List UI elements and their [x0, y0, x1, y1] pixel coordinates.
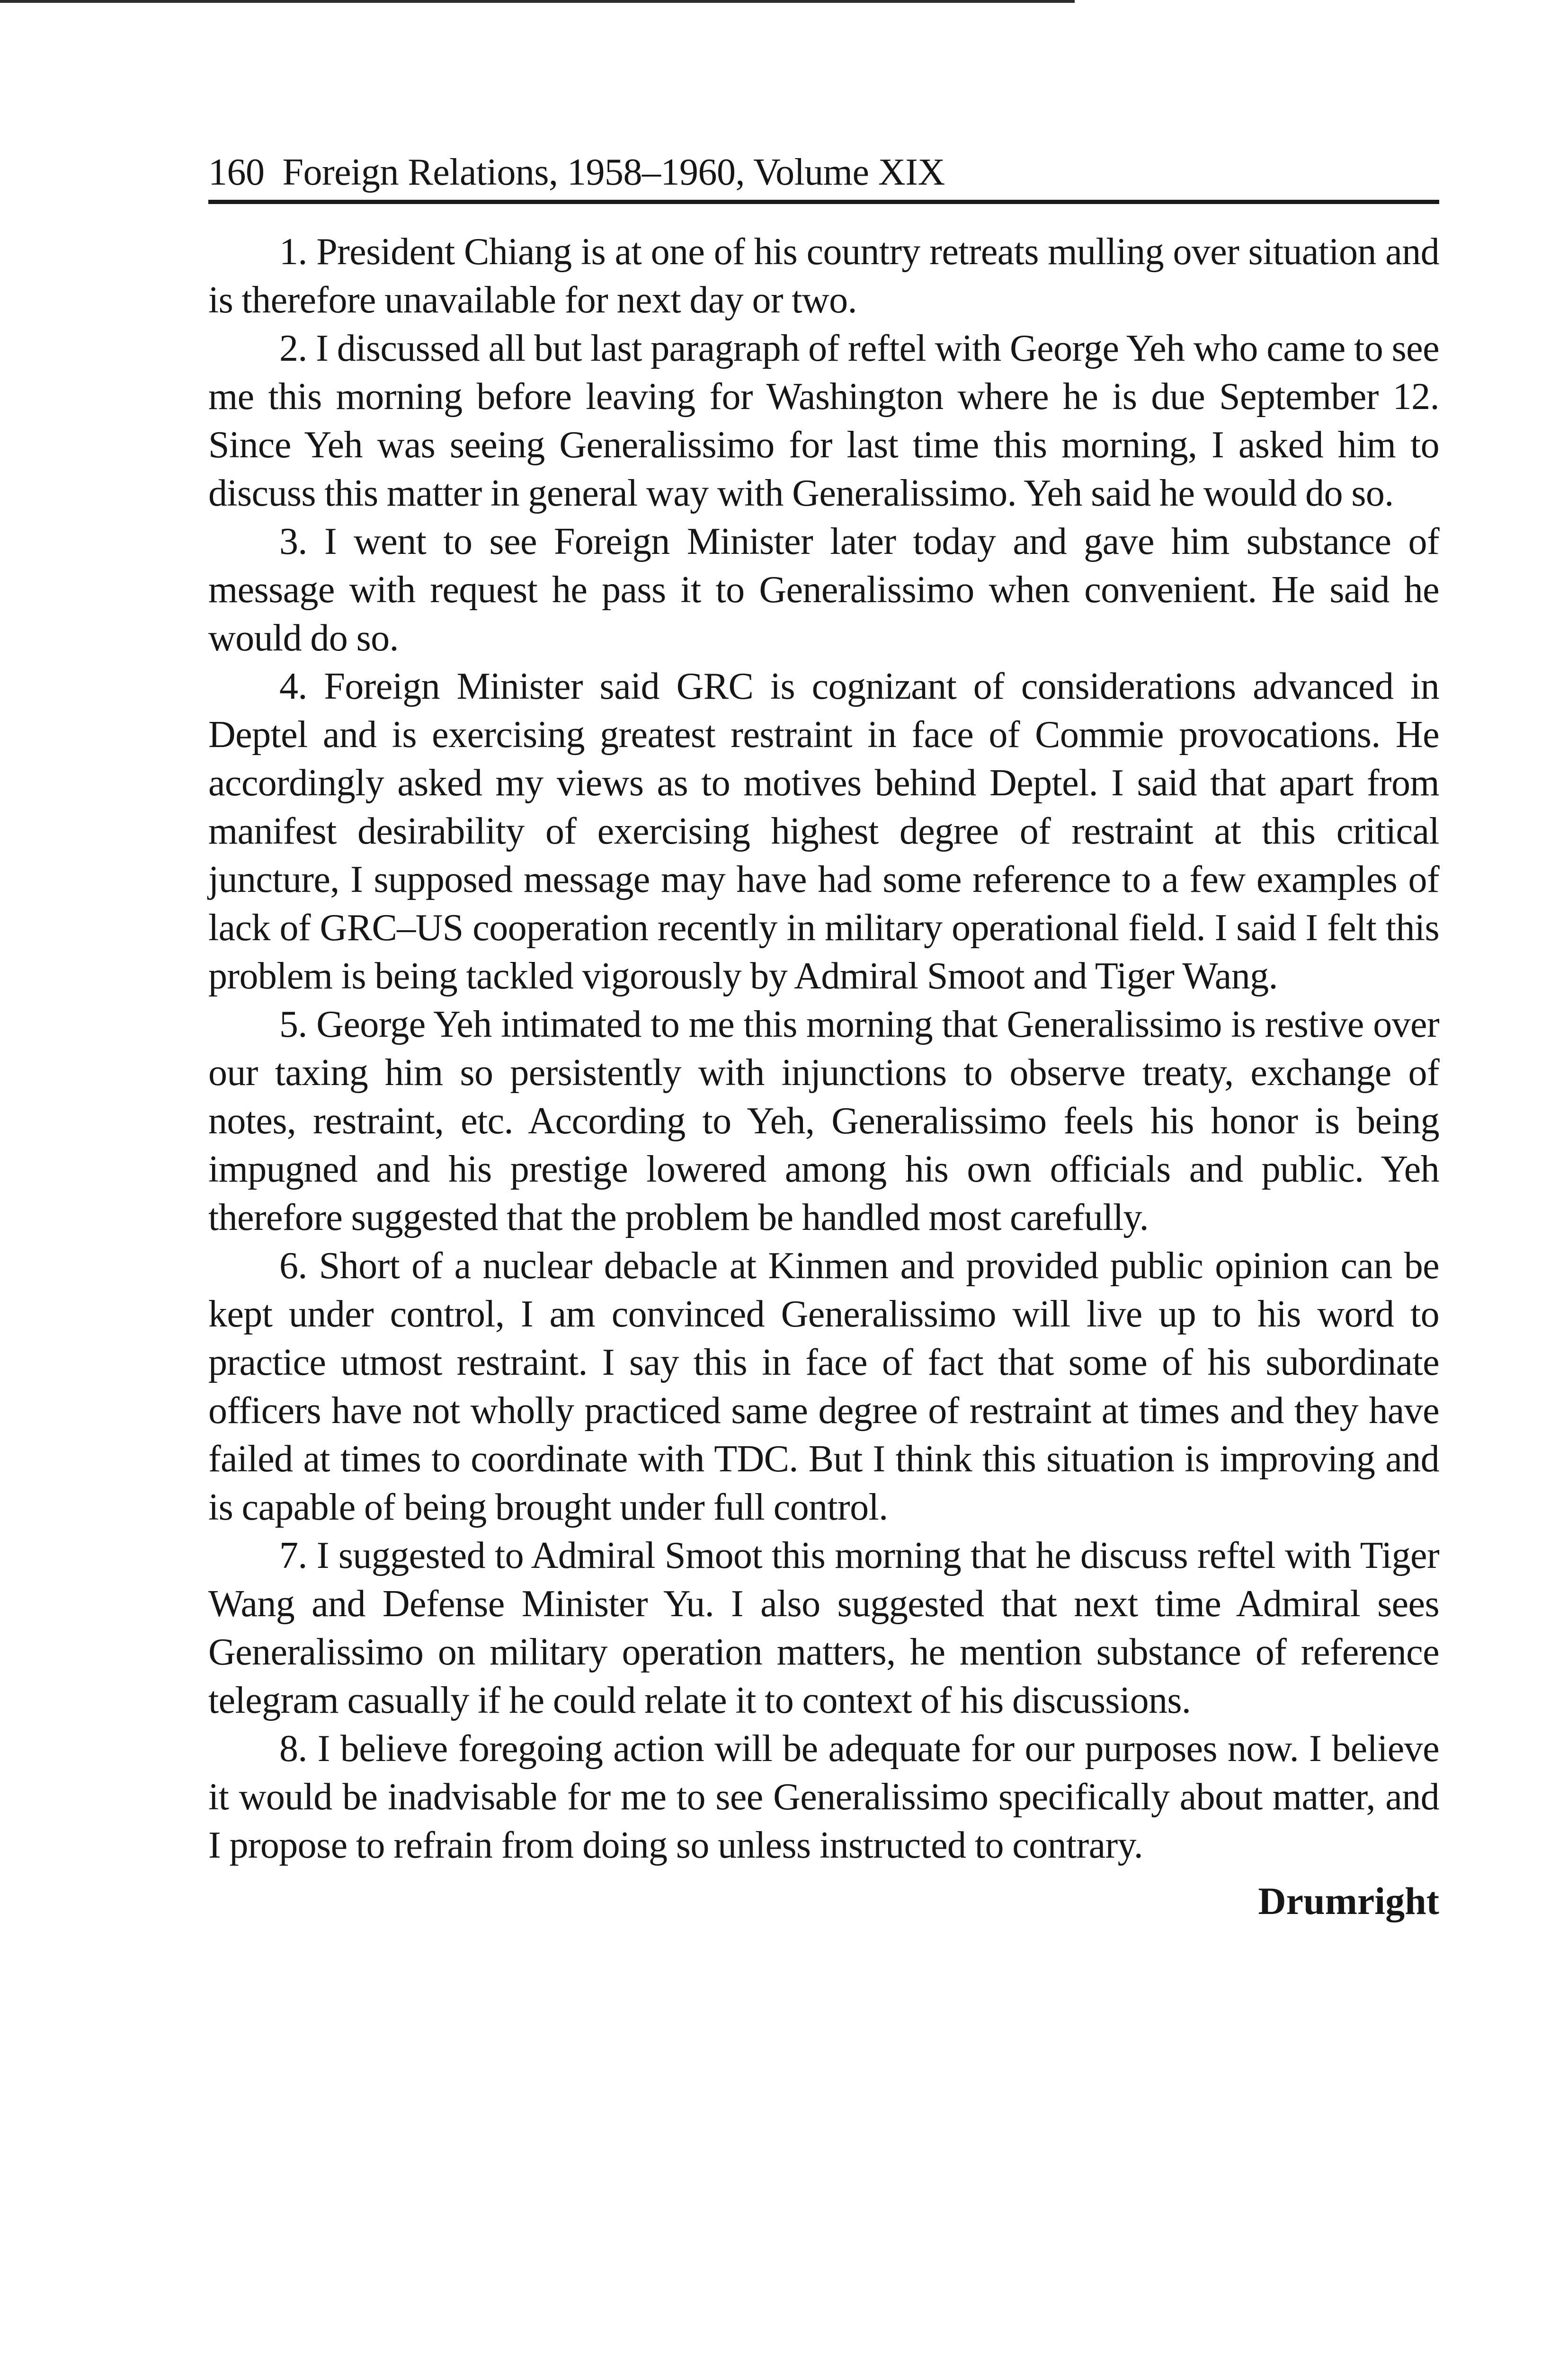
page-number: 160 — [208, 151, 265, 193]
paragraph-4: 4. Foreign Minister said GRC is cognizant of considerations advanced in Deptel and is exercising greatest restraint in face of Commie provocations. He accordingly asked my views as to motives behind Deptel. I said that apart from manifest desirability of exercising highest degree of restraint at this critical juncture, I supposed message may have had some reference to a few examples of lack of GRC–US cooperation recently in military operational field. I said I felt this problem is being tackled vigorously by Admiral Smoot and Tiger Wang. — [208, 666, 1439, 997]
paragraph-7: 7. I suggested to Admiral Smoot this morning that he discuss reftel with Tiger Wang and Defense Minister Yu. I also suggested that next time Admiral sees Generalissimo on military operation matters, he mention substance of reference telegram casually if he could relate it to context of his discussions. — [208, 1535, 1439, 1721]
document-page — [208, 151, 1439, 1925]
paragraph-3: 3. I went to see Foreign Minister later today and gave him substance of message with request he pass it to Generalissimo when convenient. He said he would do so. — [208, 521, 1439, 659]
paragraph-2: 2. I discussed all but last paragraph of reftel with George Yeh who came to see me this morning before leaving for Washington where he is due September 12. Since Yeh was seeing Generalissimo for last time this morning, I asked him to discuss this matter in general way with Generalissimo. Yeh said he would do so. — [208, 328, 1439, 514]
paragraph-1: 1. President Chiang is at one of his country retreats mulling over situation and is therefore unavailable for next day or two. — [208, 231, 1439, 321]
paragraph-6: 6. Short of a nuclear debacle at Kinmen and provided public opinion can be kept under control, I am convinced Generalissimo will live up to his word to practice utmost restraint. I say this in face of fact that some of his subordinate officers have not wholly practiced same degree of restraint at times and they have failed at times to coordinate with TDC. But I think this situation is improving and is capable of being brought under full control. — [208, 1245, 1439, 1528]
signature: Drumright — [1258, 1879, 1439, 1922]
telegram-body — [208, 228, 1439, 1869]
scan-edge-line — [0, 0, 1075, 3]
paragraph-8: 8. I believe foregoing action will be adequate for our purposes now. I believe it would be inadvisable for me to see Generalissimo specifically about matter, and I propose to refrain from doing so unless instructed to contrary. — [208, 1728, 1439, 1866]
running-header — [208, 151, 1439, 204]
paragraph-5: 5. George Yeh intimated to me this morning that Generalissimo is restive over our taxing him so persistently with injunctions to observe treaty, exchange of notes, restraint, etc. According to Yeh, Generalissimo feels his honor is being impugned and his prestige lowered among his own officials and public. Yeh therefore suggested that the problem be handled most carefully. — [208, 1004, 1439, 1238]
volume-title: Foreign Relations, 1958–1960, Volume XIX — [282, 151, 945, 193]
